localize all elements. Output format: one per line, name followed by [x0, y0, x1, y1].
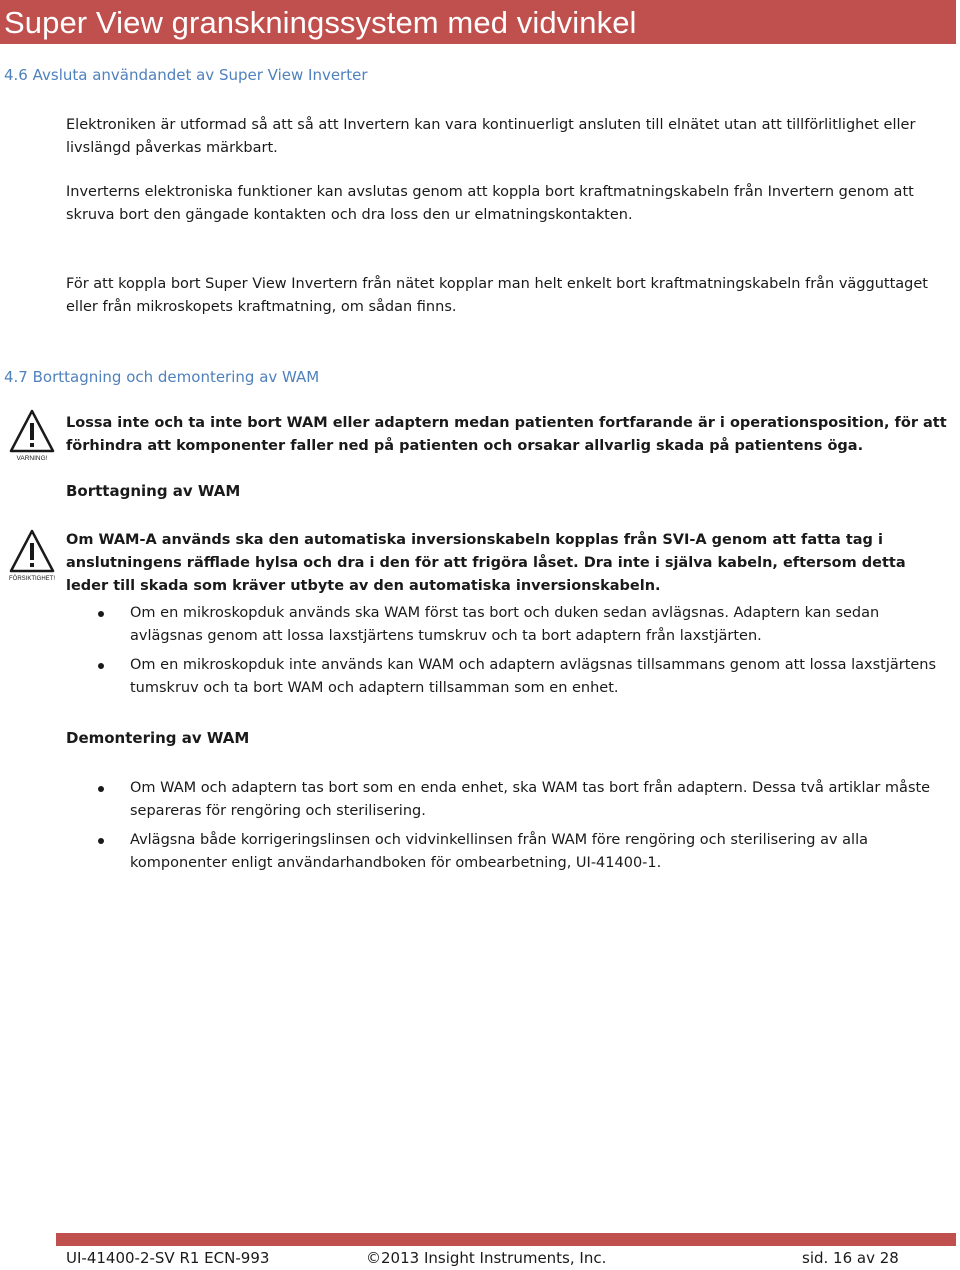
list-item-text: Om WAM och adaptern tas bort som en enda enhet, ska WAM tas bort från adaptern. Dessa två artiklar måste separeras för rengöring och sterilisering. [130, 780, 931, 819]
bullet-icon [98, 786, 104, 792]
section-heading-4-6: 4.6 Avsluta användandet av Super View Inverter [4, 66, 368, 84]
paragraph-1: Elektroniken är utformad så att så att Invertern kan vara kontinuerligt ansluten till elnätet utan att tillförlitlighet eller livslängd påverkas märkbart. [66, 117, 916, 156]
paragraph-2: Inverterns elektroniska funktioner kan avslutas genom att koppla bort kraftmatningskabeln från Invertern genom att skruva bort den gängade kontakten och dra loss den ur elmatningskontakten. [66, 184, 914, 223]
list-item [100, 602, 952, 648]
caution-text: Om WAM-A används ska den automatiska inversionskabeln kopplas från SVI-A genom att fatta tag i anslutningens räfflade hylsa och dra i den för att frigöra låset. Dra inte i själva kabeln, eftersom detta leder till skada som kräver utbyte av den automatiska inversionskabeln. [66, 532, 906, 594]
paragraph-3: För att koppla bort Super View Invertern från nätet kopplar man helt enkelt bort kraftmatningskabeln från vägguttaget eller från mikroskopets kraftmatning, om sådan finns. [66, 276, 928, 315]
bullet-icon [98, 838, 104, 844]
document-title: Super View granskningssystem med vidvinkel [4, 5, 637, 40]
list-item [100, 777, 952, 823]
disassembly-bullet-list [100, 777, 952, 875]
footer-doc-id: UI-41400-2-SV R1 ECN-993 [66, 1249, 270, 1267]
bullet-icon [98, 611, 104, 617]
footer-bar [56, 1233, 956, 1246]
list-item-text: Avlägsna både korrigeringslinsen och vidvinkellinsen från WAM före rengöring och sterilisering av alla komponenter enligt användarhandboken för ombearbetning, UI-41400-1. [130, 832, 868, 871]
footer-page-number: sid. 16 av 28 [802, 1249, 899, 1267]
warning-icon-label: VARNING! [16, 455, 48, 462]
section-heading-4-7: 4.7 Borttagning och demontering av WAM [4, 368, 320, 386]
bullet-icon [98, 663, 104, 669]
list-item-text: Om en mikroskopduk används ska WAM först tas bort och duken sedan avlägsnas. Adaptern kan sedan avlägsnas genom att lossa laxstjärtens tumskruv och ta bort adaptern från laxstjärten. [130, 605, 880, 644]
list-item [100, 829, 952, 875]
header-bar [0, 0, 956, 44]
warning-text: Lossa inte och ta inte bort WAM eller adaptern medan patienten fortfarande är i operationsposition, för att förhindra att komponenter faller ned på patienten och orsakar allvarlig skada på patientens öga. [66, 415, 947, 454]
list-item [100, 654, 952, 700]
caution-icon-label: FÖRSIKTIGHET! [8, 576, 56, 582]
subheading-disassembly: Demontering av WAM [66, 729, 250, 747]
removal-bullet-list [100, 602, 952, 700]
warning-icon [8, 408, 58, 464]
caution-icon [8, 528, 58, 584]
list-item-text: Om en mikroskopduk inte används kan WAM och adaptern avlägsnas tillsammans genom att lossa laxstjärtens tumskruv och ta bort WAM och adaptern tillsamman som en enhet. [130, 657, 937, 696]
footer-copyright: ©2013 Insight Instruments, Inc. [366, 1249, 607, 1267]
subheading-removal: Borttagning av WAM [66, 482, 241, 500]
